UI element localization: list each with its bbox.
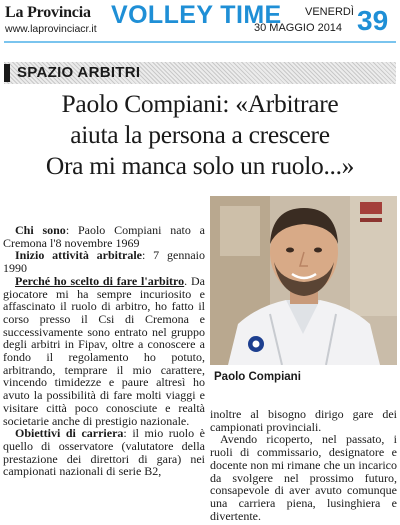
article-paragraph: inoltre al bisogno dirigo gare dei campionati provinciali.	[210, 408, 397, 434]
issue-date: 30 MAGGIO 2014	[254, 22, 343, 34]
section-title: VOLLEY TIME	[111, 1, 282, 29]
issue-day: VENERDÌ	[305, 6, 354, 18]
article-paragraph	[3, 275, 205, 427]
headline-line: Paolo Compiani: «Arbitrare	[61, 89, 339, 118]
article-column-right	[210, 408, 397, 525]
paragraph-label: Inizio attività arbitrale	[15, 248, 142, 263]
page-number: 39	[357, 5, 389, 36]
paragraph-text: : Paolo Compiani nato a Cremona l'8 novembre 1969	[3, 224, 205, 250]
paragraph-text: : 7 gennaio 1990	[3, 248, 205, 276]
paragraph-label: Chi sono	[15, 224, 66, 237]
article-paragraph: Avendo ricoperto, nel passato, i ruoli di commissario, designatore e docente non mi rimane che un incarico da svolgere nel prossimo futuro, consapevole di aver avuto comunque una carriera piena, lusinghiera e divertente.	[210, 432, 397, 523]
portrait-photo	[210, 196, 397, 365]
paragraph-label: Obiettivi di carriera	[15, 426, 124, 441]
article-headline	[0, 88, 400, 181]
photo-caption: Paolo Compiani	[214, 371, 301, 383]
headline-line: Ora mi manca solo un ruolo...»	[45, 151, 355, 180]
masthead-divider	[4, 41, 396, 43]
section-band-label: SPAZIO ARBITRI	[17, 64, 141, 81]
section-band-marker	[4, 64, 10, 82]
portrait-illustration	[210, 196, 397, 365]
article-paragraph	[3, 427, 205, 478]
article-paragraph	[3, 249, 205, 274]
newspaper-url: www.laprovinciacr.it	[5, 23, 97, 35]
article-paragraph	[3, 224, 205, 249]
paragraph-label: Perché ho scelto di fare l'arbitro	[15, 273, 185, 288]
headline-line: aiuta la persona a crescere	[70, 120, 330, 149]
newspaper-name: La Provincia	[5, 4, 91, 21]
article-column-left	[3, 224, 205, 525]
paragraph-text: : il mio ruolo è quello di osservatore (valutatore della prestazione dei direttori di gara) nei campionati nazionali di serie B2,	[3, 426, 205, 479]
paragraph-text: . Da giocatore mi ha sempre incuriosito e affascinato il ruolo di arbitro, ho fatto il corso presso il Csi di Cremona e successivamente sono entrato nel gruppo degli arbitri in Fipav, oltre a conoscere a fondo il regolamento ho potuto, arbitrando, temprare il mio carattere, vincendo timidezze e paure altresì ho avuto la possibilità di fare molti viaggi e visitare città poco conosciute e realtà societarie anche di prestigio nazionale.	[3, 273, 205, 428]
